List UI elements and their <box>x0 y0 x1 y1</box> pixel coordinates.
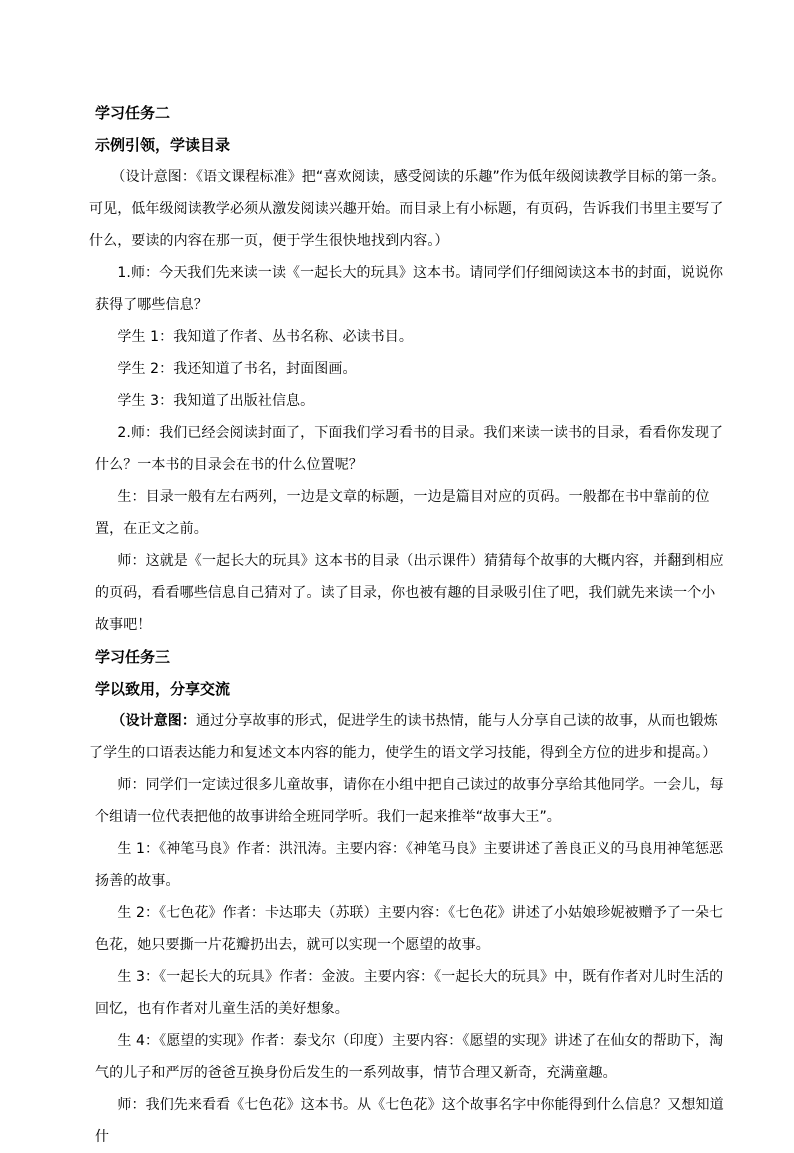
task2-subheading: 示例引领，学读目录 <box>95 136 231 154</box>
task3-heading: 学习任务三 <box>95 648 171 666</box>
teacher-toc-intro: 师：这就是《一起长大的玩具》这本书的目录（出示课件）猜猜每个故事的大概内容，并翻到相应的页码，看看哪些信息自己猜对了。读了目录，你也被有趣的目录吸引住了吧，我们就先来读一个小故事吧！ <box>95 553 724 633</box>
teacher-question-toc: 2.师：我们已经会阅读封面了，下面我们学习看书的目录。我们来读一读书的目录，看看你发现了什么？一本书的目录会在书的什么位置呢？ <box>95 425 724 473</box>
teacher-share-instruction: 师：同学们一定读过很多儿童故事，请你在小组中把自己读过的故事分享给其他同学。一会儿，每个组请一位代表把他的故事讲给全班同学听。我们一起来推举“故事大王”。 <box>95 777 724 825</box>
task3-design-intent <box>89 705 727 769</box>
student-answer-toc: 生：目录一般有左右两列，一边是文章的标题，一边是篇目对应的页码。一般都在书中靠前的位置，在正文之前。 <box>95 489 710 537</box>
task3-subheading: 学以致用，分享交流 <box>95 680 231 698</box>
student-answer-1: 学生 1：我知道了作者、丛书名称、必读书目。 <box>117 329 413 345</box>
lesson-content <box>89 97 727 1153</box>
task2-heading: 学习任务二 <box>95 104 171 122</box>
student-story-3: 生 3：《一起长大的玩具》作者：金波。主要内容：《一起长大的玩具》中，既有作者对儿时生活的回忆，也有作者对儿童生活的美好想象。 <box>95 969 724 1017</box>
student-story-4: 生 4：《愿望的实现》作者：泰戈尔（印度）主要内容：《愿望的实现》讲述了在仙女的帮助下，淘气的儿子和严厉的爸爸互换身份后发生的一系列故事，情节合理又新奇，充满童趣。 <box>95 1033 724 1081</box>
student-answer-3: 学生 3：我知道了出版社信息。 <box>117 393 315 409</box>
design-intent-body: 通过分享故事的形式，促进学生的读书热情，能与人分享自己读的故事，从而也锻炼了学生的口语表达能力和复述文本内容的能力，使学生的语文学习技能，得到全方位的进步和提高。） <box>89 713 718 761</box>
task2-design-intent: （设计意图：《语文课程标准》把“喜欢阅读，感受阅读的乐趣”作为低年级阅读教学目标的第一条。可见，低年级阅读教学必须从激发阅读兴趣开始。而目录上有小标题，有页码，告诉我们书里主要写了什么，要读的内容在那一页，便于学生很快地找到内容。） <box>89 169 726 249</box>
student-answer-2: 学生 2：我还知道了书名，封面图画。 <box>117 361 357 377</box>
student-story-1: 生 1：《神笔马良》作者：洪汛涛。主要内容：《神笔马良》主要讲述了善良正义的马良用神笔惩恶扬善的故事。 <box>95 841 724 889</box>
design-intent-label: （设计意图： <box>111 713 196 729</box>
student-story-2: 生 2：《七色花》作者：卡达耶夫（苏联）主要内容：《七色花》讲述了小姑娘珍妮被赠予了一朵七色花，她只要撕一片花瓣扔出去，就可以实现一个愿望的故事。 <box>95 905 724 953</box>
teacher-seven-color-flower: 师：我们先来看看《七色花》这本书。从《七色花》这个故事名字中你能得到什么信息？又想知道什 <box>95 1097 724 1145</box>
teacher-question-cover: 1.师：今天我们先来读一读《一起长大的玩具》这本书。请同学们仔细阅读这本书的封面，说说你获得了哪些信息？ <box>95 265 724 313</box>
